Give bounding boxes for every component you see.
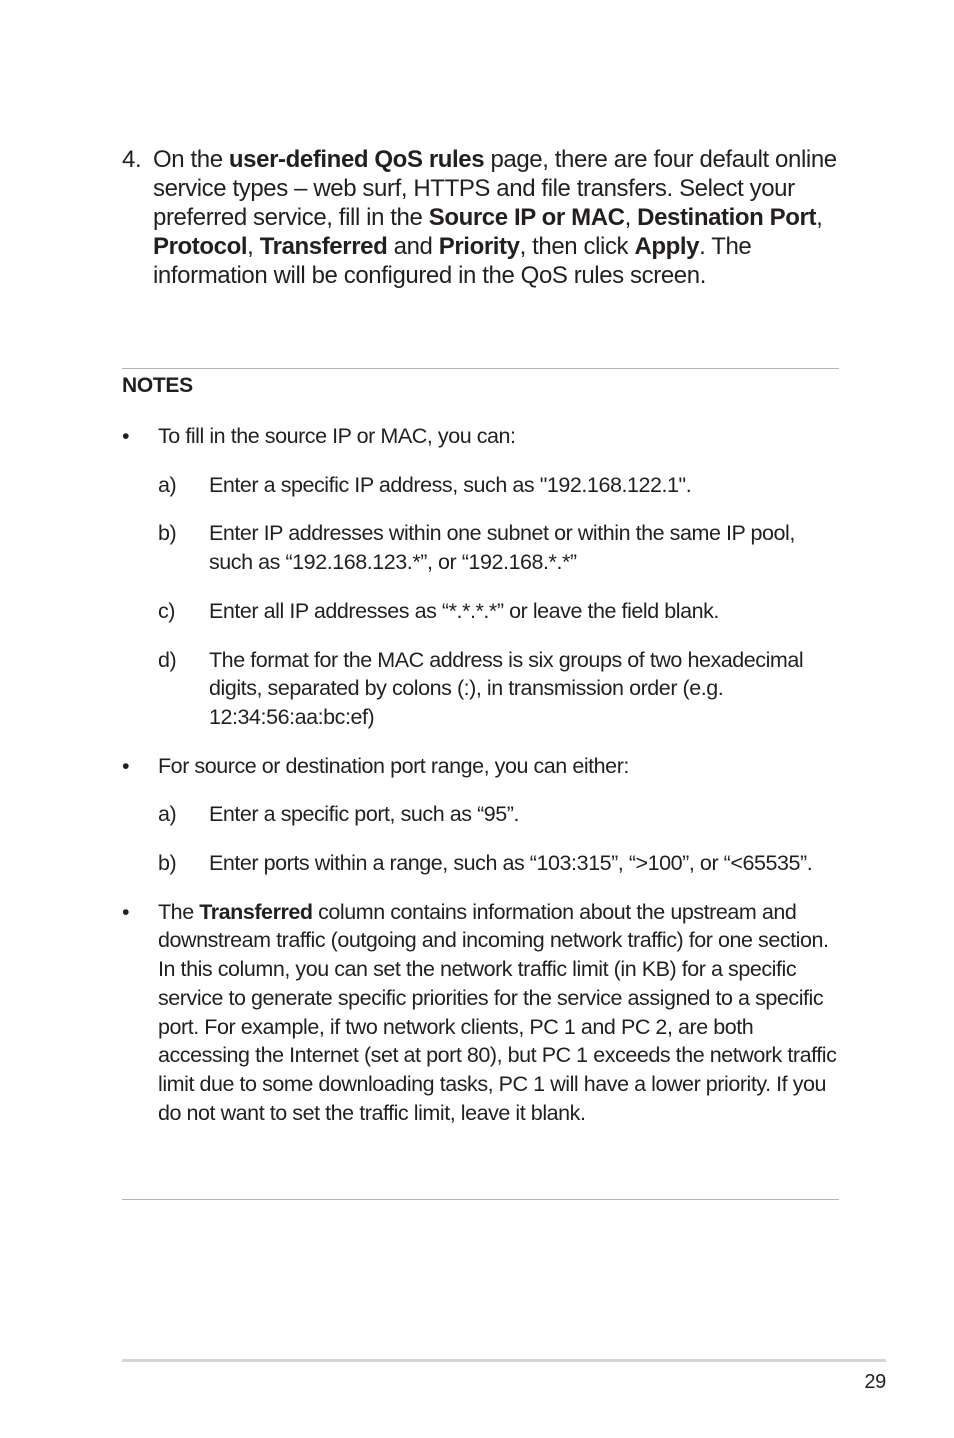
- step-text: ,: [247, 233, 260, 260]
- note-text: The: [158, 899, 200, 924]
- list-marker: a): [158, 472, 177, 497]
- step-text: ,: [816, 204, 823, 231]
- notes-bottom-divider: [122, 1199, 839, 1200]
- term-source-ip-or-mac: Source IP or MAC: [428, 204, 625, 231]
- term-protocol: Protocol: [153, 233, 248, 260]
- source-ip-options: [158, 471, 839, 732]
- footer-divider: [122, 1359, 886, 1362]
- list-item: [158, 646, 839, 732]
- list-item: [158, 800, 839, 829]
- note-text: column contains information about the upstream and downstream traffic (outgoing and incoming network traffic) for one section. In this column, you can set the network traffic limit (in KB) for a specific service to generate specific priorities for the service assigned to a specific port. For example, if two network clients, PC 1 and PC 2, are both accessing the Internet (set at port 80), but PC 1 exceeds the network traffic limit due to some downloading tasks, PC 1 will have a lower priority. If you do not want to set the traffic limit, leave it blank.: [158, 899, 837, 1125]
- list-item-text: Enter a specific IP address, such as "192.168.122.1".: [209, 472, 692, 497]
- list-item-text: Enter ports within a range, such as “103:315”, “>100”, or “<65535”.: [209, 851, 813, 876]
- step-text: , then click: [519, 233, 635, 260]
- list-marker: d): [158, 647, 177, 672]
- note-intro: To fill in the source IP or MAC, you can:: [158, 424, 516, 448]
- notes-heading: NOTES: [122, 374, 193, 397]
- term-destination-port: Destination Port: [637, 204, 817, 231]
- list-item: [158, 849, 839, 878]
- list-item: [158, 471, 839, 500]
- note-transferred-text: [158, 898, 839, 1128]
- list-item-text: Enter a specific port, such as “95”.: [209, 802, 520, 827]
- term-transferred: Transferred: [259, 233, 388, 260]
- list-marker: b): [158, 521, 177, 546]
- term-user-defined-qos-rules: user-defined QoS rules: [228, 146, 485, 173]
- note-transferred: [122, 898, 839, 1128]
- list-item: [158, 519, 839, 576]
- step-text: page, there are four default online service types – web surf, HTTPS and file transfers. Select your preferred service, fill in the: [153, 146, 837, 231]
- step-number: 4.: [122, 146, 142, 173]
- step-4-paragraph: [122, 145, 842, 290]
- port-range-options: [158, 800, 839, 877]
- note-port-range: [122, 752, 839, 878]
- step-text: and: [387, 233, 439, 260]
- note-source-ip: [122, 422, 839, 732]
- step-4-text: [153, 145, 842, 290]
- list-item: [158, 597, 839, 626]
- bullet-icon: •: [122, 899, 130, 924]
- list-marker: c): [158, 598, 176, 623]
- list-item-text: Enter all IP addresses as “*.*.*.*” or leave the field blank.: [209, 598, 719, 623]
- notes-top-divider: [122, 368, 839, 369]
- term-priority: Priority: [438, 233, 520, 260]
- step-text: . The information will be configured in the QoS rules screen.: [153, 233, 752, 289]
- term-apply: Apply: [634, 233, 700, 260]
- list-item-text: Enter IP addresses within one subnet or within the same IP pool, such as “192.168.123.*”, or “192.168.*.*”: [209, 521, 795, 575]
- list-marker: b): [158, 851, 177, 876]
- list-item-text: The format for the MAC address is six groups of two hexadecimal digits, separated by colons (:), in transmission order (e.g. 12:34:56:aa:bc:ef): [209, 647, 804, 729]
- bullet-icon: •: [122, 424, 130, 448]
- bullet-icon: •: [122, 753, 130, 778]
- notes-list: [122, 422, 839, 1147]
- note-intro: For source or destination port range, you can either:: [158, 753, 629, 778]
- page-number: 29: [864, 1371, 886, 1393]
- list-marker: a): [158, 802, 177, 827]
- step-text: ,: [624, 204, 638, 231]
- step-text: On the: [153, 146, 229, 173]
- term-transferred-column: Transferred: [199, 899, 313, 924]
